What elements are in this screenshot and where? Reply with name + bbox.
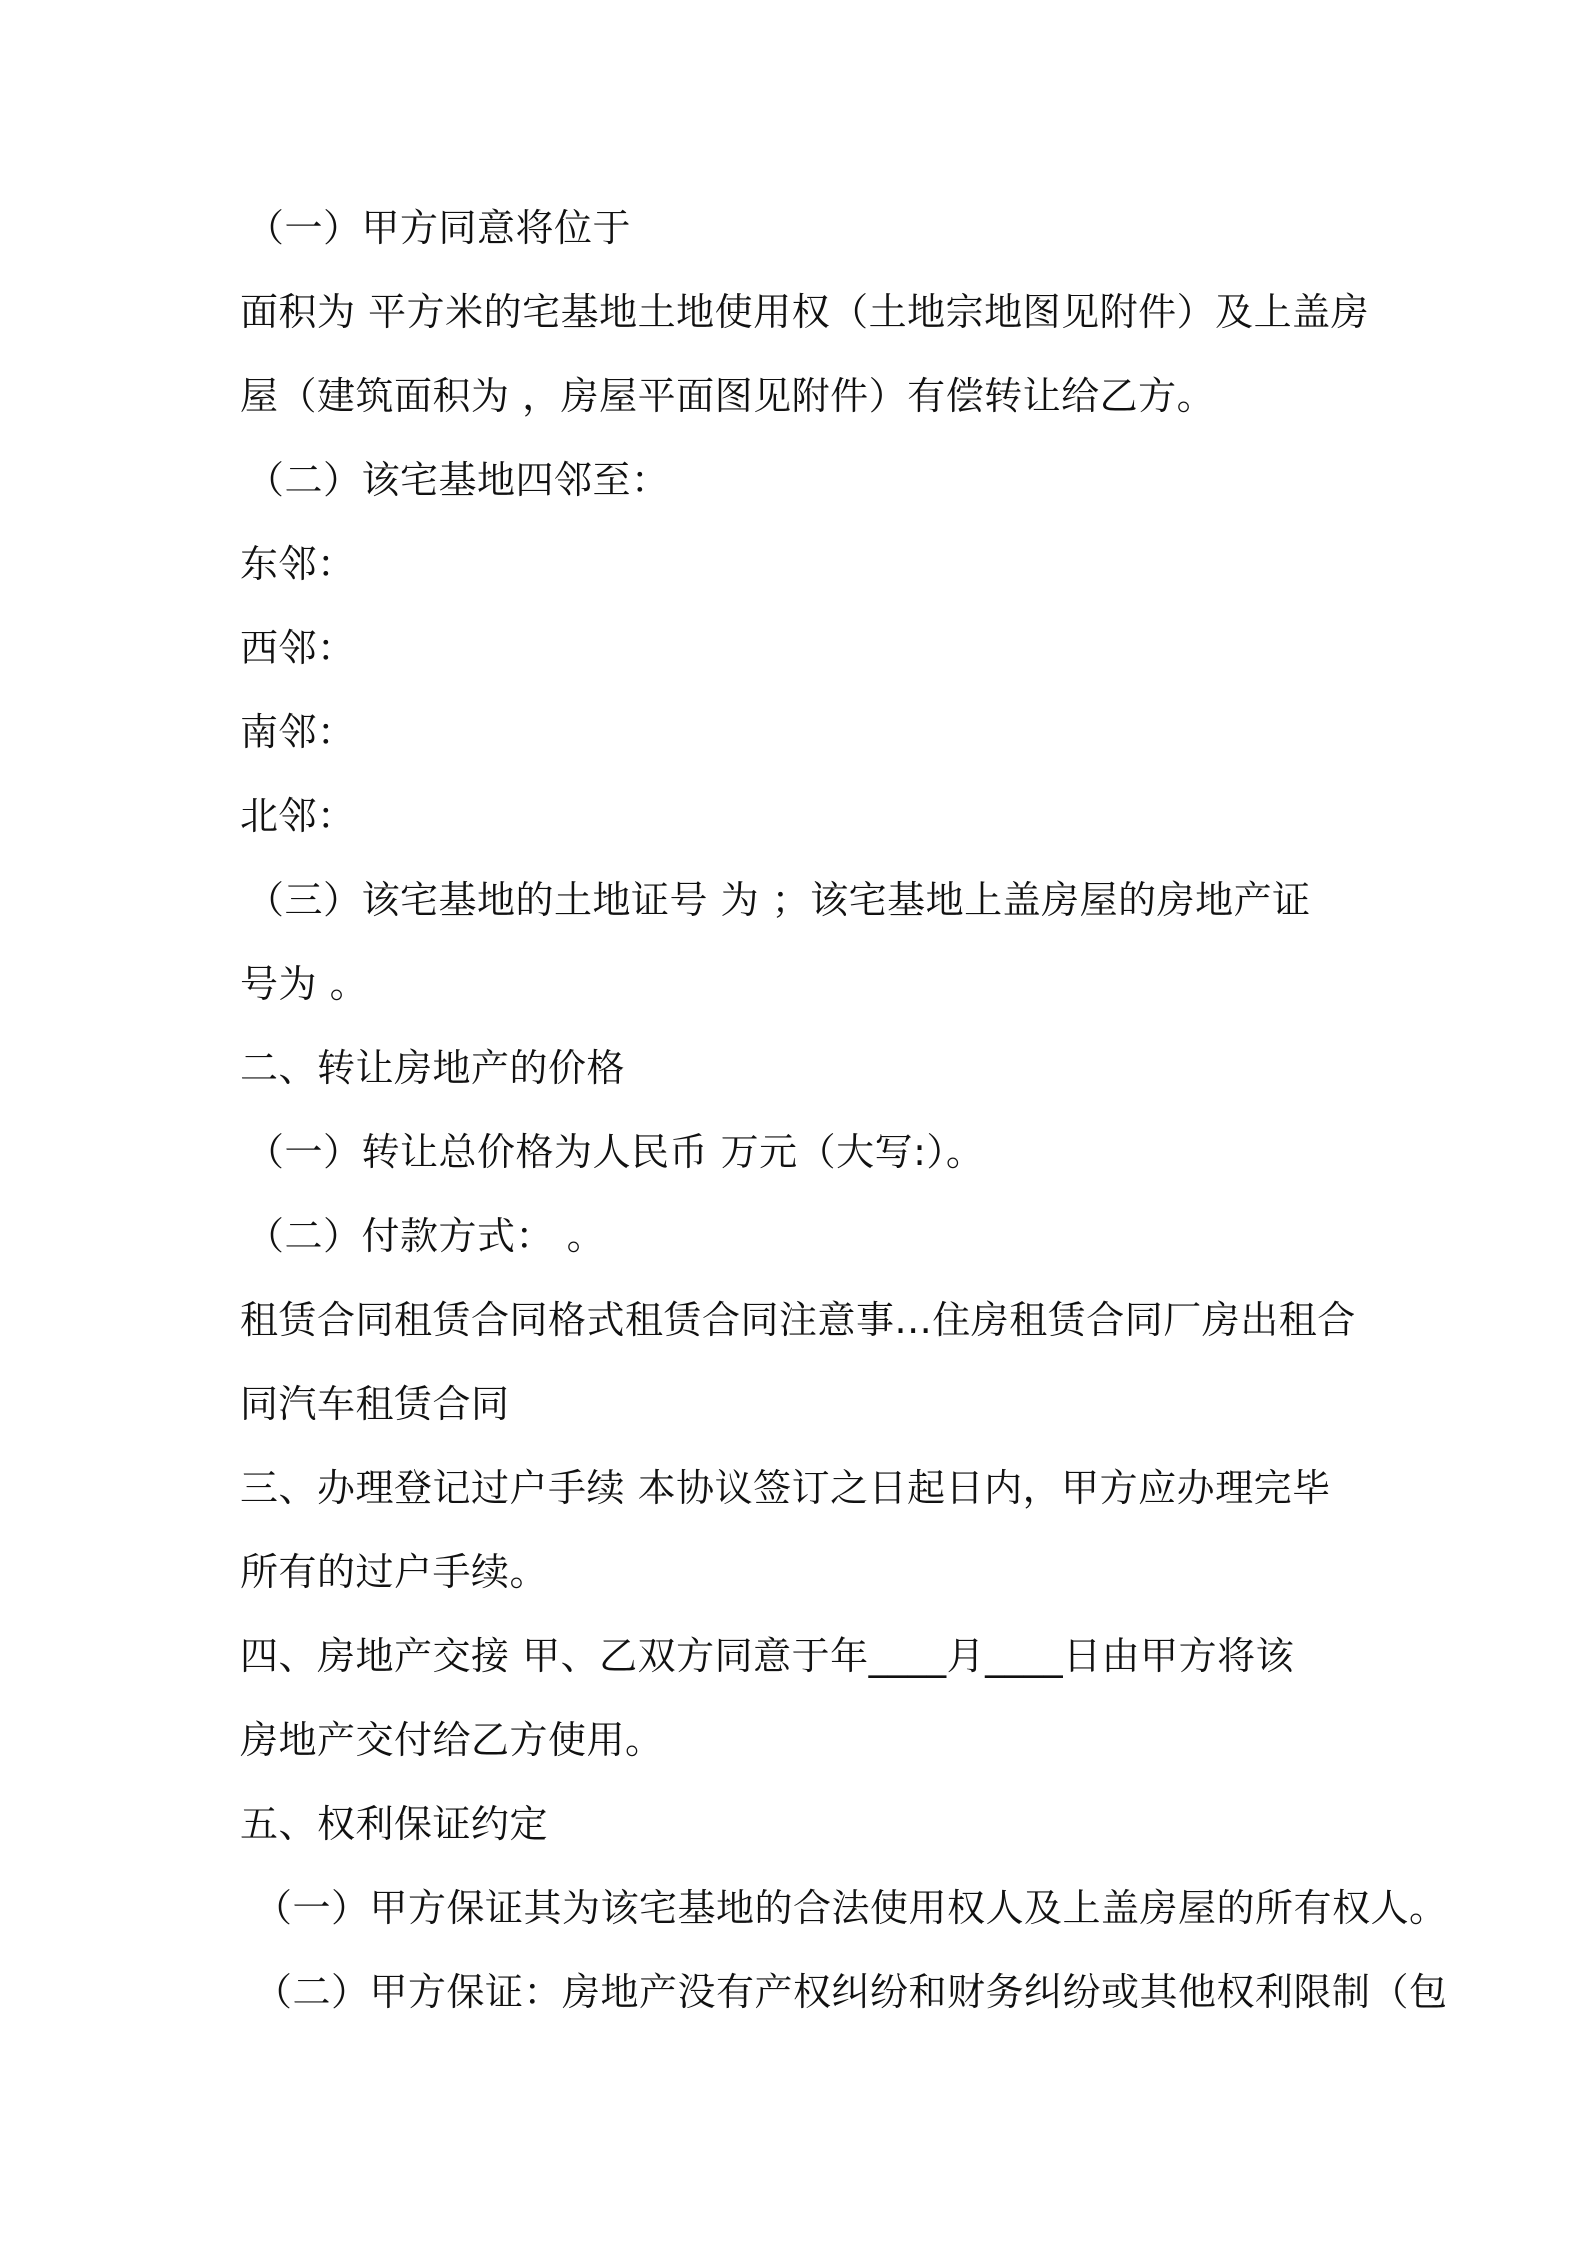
- clause-2-2: （二）付款方式： 。: [246, 1214, 606, 1258]
- paragraph-line: 屋（建筑面积为 ，房屋平面图见附件）有偿转让给乙方。: [240, 374, 1216, 418]
- neighbor-west: 西邻：: [240, 626, 356, 670]
- paragraph-line: 租赁合同租赁合同格式租赁合同注意事...住房租赁合同厂房出租合: [240, 1298, 1356, 1342]
- paragraph-line: 同汽车租赁合同: [240, 1382, 510, 1426]
- neighbor-north: 北邻：: [240, 794, 356, 838]
- clause-5-2: （二）甲方保证：房地产没有产权纠纷和财务纠纷或其他权利限制（包: [254, 1970, 1448, 2014]
- clause-2-1: （一）转让总价格为人民币 万元（大写:）。: [246, 1130, 985, 1174]
- section-heading-3: 三、办理登记过户手续 本协议签订之日起日内，甲方应办理完毕: [240, 1466, 1331, 1510]
- section-heading-5: 五、权利保证约定: [240, 1802, 549, 1846]
- clause-1-2: （二）该宅基地四邻至：: [246, 458, 670, 502]
- neighbor-south: 南邻：: [240, 710, 356, 754]
- neighbor-east: 东邻：: [240, 542, 356, 586]
- section-heading-2: 二、转让房地产的价格: [240, 1046, 626, 1090]
- paragraph-line: 房地产交付给乙方使用。: [240, 1718, 664, 1762]
- paragraph-line: 所有的过户手续。: [240, 1550, 549, 1594]
- section-heading-4: 四、房地产交接 甲、乙双方同意于年____月____日由甲方将该: [240, 1634, 1295, 1678]
- paragraph-line: 号为 。: [240, 962, 369, 1006]
- clause-1-1: （一）甲方同意将位于: [246, 206, 632, 250]
- clause-5-1: （一）甲方保证其为该宅基地的合法使用权人及上盖房屋的所有权人。: [254, 1886, 1448, 1930]
- paragraph-line: 面积为 平方米的宅基地土地使用权（土地宗地图见附件）及上盖房: [240, 290, 1370, 334]
- clause-1-3: （三）该宅基地的土地证号 为 ；该宅基地上盖房屋的房地产证: [246, 878, 1311, 922]
